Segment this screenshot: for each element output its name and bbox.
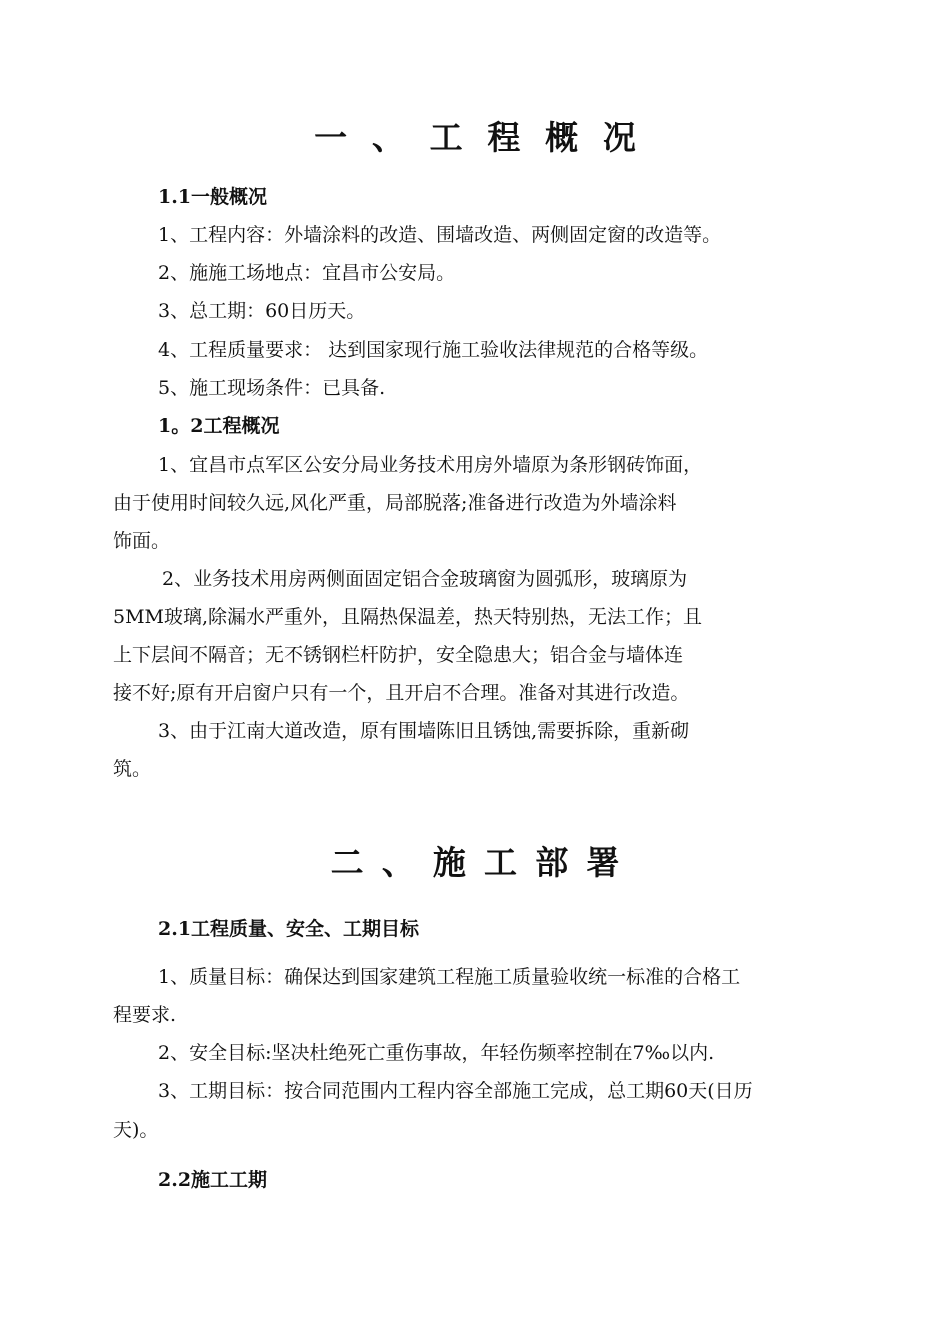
paragraph-3-line-1: 3、由于江南大道改造，原有围墙陈旧且锈蚀,需要拆除，重新砌 [158, 720, 690, 742]
paragraph-1-line-3: 饰面。 [113, 530, 171, 552]
paragraph-2-line-1: 2、业务技术用房两侧面固定铝合金玻璃窗为圆弧形，玻璃原为 [162, 568, 688, 590]
overview-item-1: 1、工程内容：外墙涂料的改造、围墙改造、两侧固定窗的改造等。 [158, 224, 722, 246]
section-1-title: 一、工程概况 [314, 118, 661, 157]
paragraph-2-line-3: 上下层间不隔音；无不锈钢栏杆防护，安全隐患大；铝合金与墙体连 [113, 644, 684, 666]
goal-line-3: 2、安全目标:坚决杜绝死亡重伤事故，年轻伤频率控制在7‰以内. [158, 1042, 715, 1064]
subsection-1-1-heading: 1.1一般概况 [158, 186, 268, 208]
goal-line-2: 程要求. [113, 1004, 177, 1026]
overview-item-4: 4、工程质量要求： 达到国家现行施工验收法律规范的合格等级。 [158, 339, 709, 361]
paragraph-2-line-2: 5MM玻璃,除漏水严重外，且隔热保温差，热天特别热，无法工作；且 [113, 606, 703, 628]
subsection-2-1-heading: 2.1工程质量、安全、工期目标 [158, 918, 420, 940]
overview-item-2: 2、施施工场地点：宜昌市公安局。 [158, 262, 456, 284]
goal-line-4: 3、工期目标：按合同范围内工程内容全部施工完成，总工期60天(日历 [158, 1080, 753, 1102]
paragraph-3-line-2: 筑。 [113, 758, 152, 780]
section-2-title: 二、施工部署 [330, 843, 638, 882]
overview-item-5: 5、施工现场条件：已具备. [158, 377, 386, 399]
overview-item-3: 3、总工期：60日历天。 [158, 300, 366, 322]
paragraph-1-line-1: 1、宜昌市点军区公安分局业务技术用房外墙原为条形钢砖饰面， [158, 454, 703, 476]
subsection-1-2-heading: 1。2工程概况 [158, 415, 280, 437]
subsection-2-2-heading: 2.2施工工期 [158, 1169, 268, 1191]
goal-line-5: 天)。 [113, 1119, 159, 1141]
paragraph-1-line-2: 由于使用时间较久远,风化严重，局部脱落;准备进行改造为外墙涂料 [113, 492, 677, 514]
goal-line-1: 1、质量目标：确保达到国家建筑工程施工质量验收统一标准的合格工 [158, 966, 741, 988]
paragraph-2-line-4: 接不好;原有开启窗户只有一个，且开启不合理。准备对其进行改造。 [113, 682, 690, 704]
